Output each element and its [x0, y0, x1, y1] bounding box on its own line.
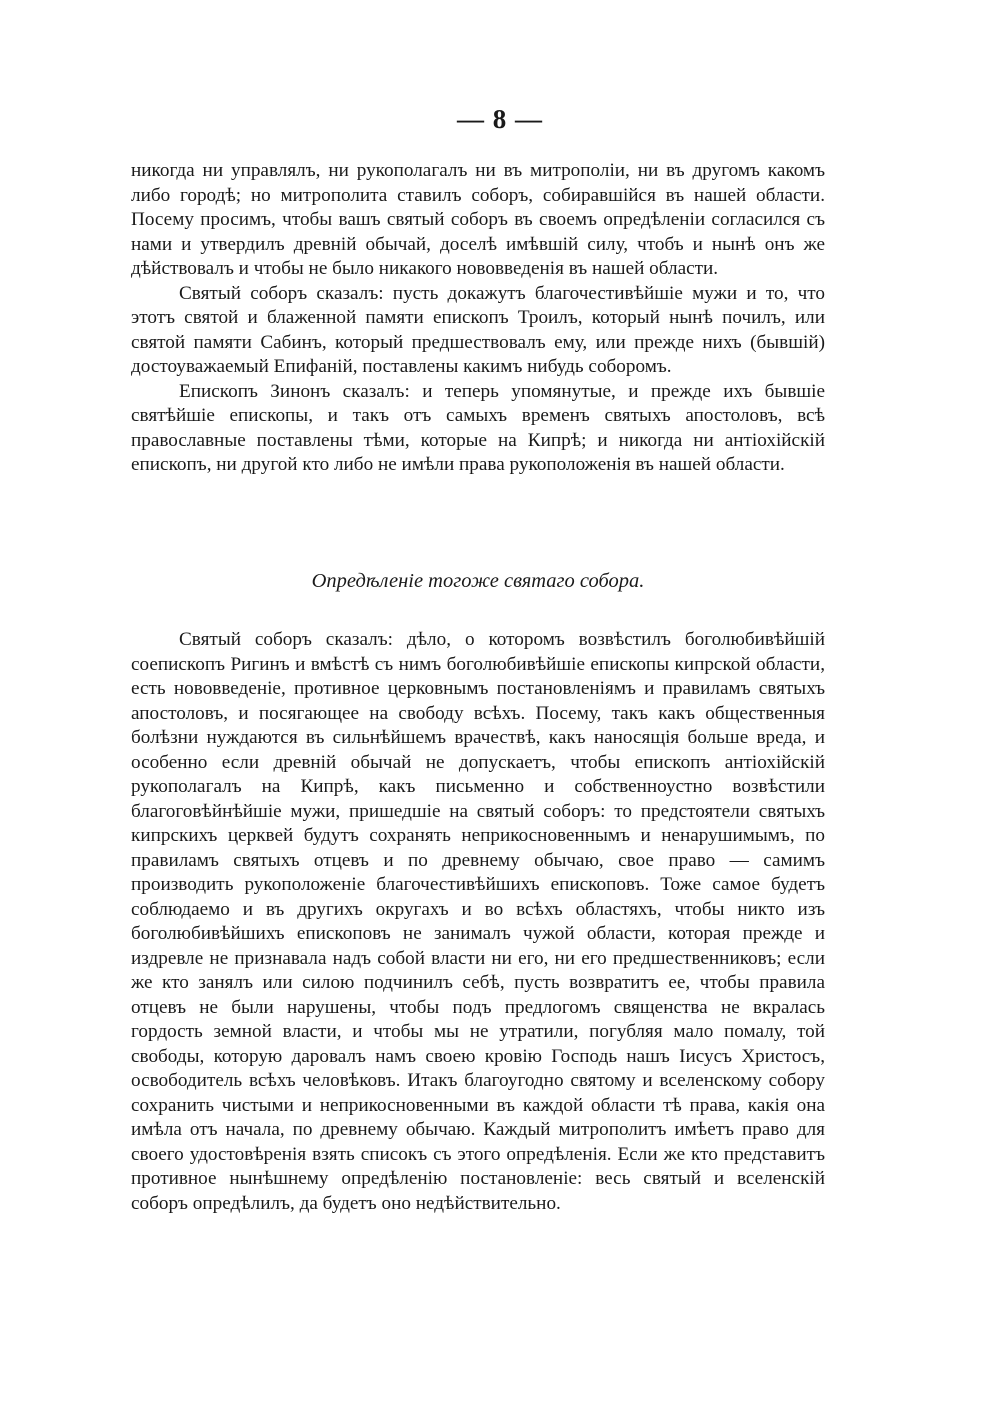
paragraph: никогда ни управлялъ, ни рукополагалъ ни въ митрополіи, ни въ другомъ какомъ либо городѣ; но митрополита ставилъ соборъ, собиравшійся въ нашей области. Посему просимъ, чтобы вашъ святый соборъ въ своемъ опредѣленіи согласился съ нами и утвердилъ древній обычай, доселѣ имѣвшій силу, чтобъ и нынѣ онъ же дѣйствовалъ и чтобы не было никакого нововведенія въ нашей области.: [131, 160, 825, 279]
paragraph: Святый соборъ сказалъ: дѣло, о которомъ возвѣстилъ боголюбивѣйшій соепископъ Ригинъ и вмѣстѣ съ нимъ боголюбивѣйшіе епископы кипрской области, есть нововведеніе, противное церковнымъ постановленіямъ и правиламъ святыхъ апостоловъ, и посягающее на свободу всѣхъ. Посему, такъ какъ общественныя болѣзни нуждаются въ сильнѣйшемъ врачествѣ, какъ наносящія больше вреда, и особенно если древній обычай не допускаетъ, чтобы епископъ антіохійскій рукополагалъ на Кипрѣ, какъ письменно и собственноустно возвѣстили благоговѣйнѣйшіе мужи, пришедшіе на святый соборъ: то предстоятели святыхъ кипрскихъ церквей будутъ сохранять неприкосновеннымъ и ненарушимымъ, по правиламъ святыхъ отцевъ и по древнему обычаю, свое право — самимъ производить рукоположеніе благочестивѣйшихъ епископовъ. Тоже самое будетъ соблюдаемо и въ другихъ округахъ и во всѣхъ областяхъ, чтобы никто изъ боголюбивѣйшихъ епископовъ не занималъ чужой области, которая прежде и издревле не признавала надъ собой власти ни его, ни его предшественниковъ; если же кто занялъ или силою подчинилъ себѣ, пусть возвратитъ ее, чтобы правила отцевъ не были нарушены, чтобы подъ предлогомъ священства не вкралась гордость земной власти, и чтобы мы не утратили, погубляя мало помалу, той свободы, которую даровалъ намъ своею кровію Господь нашъ Іисусъ Христосъ, освободитель всѣхъ человѣковъ. Итакъ благоугодно святому и вселенскому собору сохранить чистыми и неприкосновенными въ каждой области тѣ права, какія она имѣла отъ начала, по древнему обычаю. Каждый митрополитъ имѣетъ право для своего удостовѣренія взять списокъ съ этого опредѣленія. Если же кто представитъ противное нынѣшнему опредѣленію постановленіе: весь святый и вселенскій соборъ опредѣлилъ, да будетъ оно недѣйствительно.: [131, 629, 825, 1214]
section-heading: Опредѣленіе тогоже святаго собора.: [311, 570, 645, 592]
paragraph: Епископъ Зинонъ сказалъ: и теперь упомянутые, и прежде ихъ бывшіе святѣйшіе епископы, и такъ отъ самыхъ временъ святыхъ апостоловъ, всѣ православные поставлены тѣми, которые на Кипрѣ; и никогда ни антіохійскій епископъ, ни другой кто либо не имѣли права рукоположенія въ нашей области.: [131, 380, 825, 475]
text-block-2: [131, 628, 825, 1216]
text-block-1: [131, 159, 825, 478]
paragraph: Святый соборъ сказалъ: пусть докажутъ благочестивѣйшіе мужи и то, что этотъ святой и блаженной памяти епископъ Троилъ, который нынѣ почилъ, или святой памяти Сабинъ, который предшествовалъ ему, или прежде нихъ (бывшій) достоуважаемый Епифаній, поставлены какимъ нибудь соборомъ.: [131, 282, 825, 377]
page-number: — 8 —: [457, 104, 543, 134]
